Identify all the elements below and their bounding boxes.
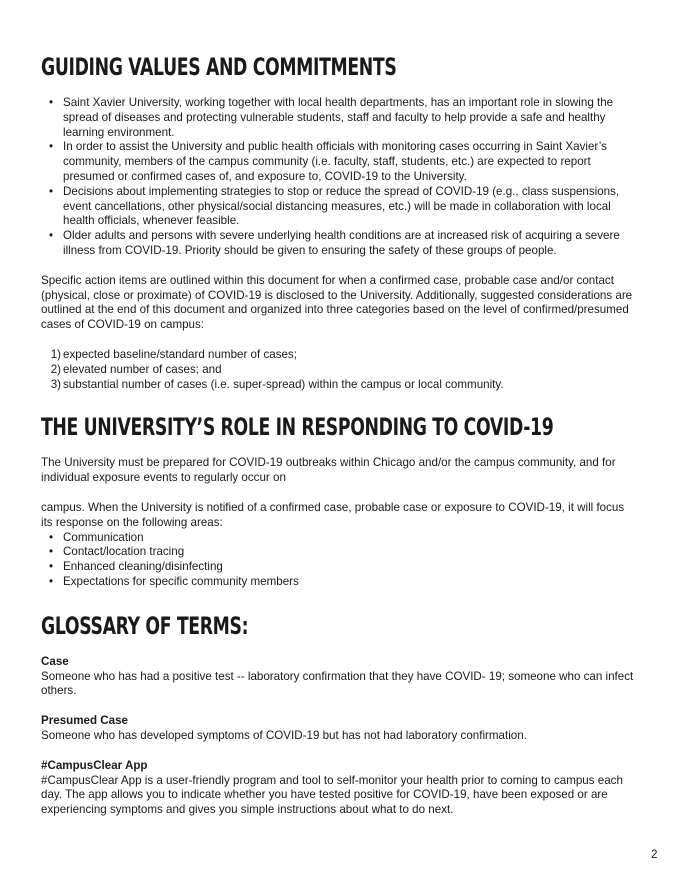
list-item-text: Saint Xavier University, working together with local health departments, has an important role in slowing the spread of diseases and protecting vulnerable students, staff and faculty to help provide a safe and healthy learning environment.	[63, 96, 614, 139]
list-item-text: substantial number of cases (i.e. super-spread) within the campus or local community.	[63, 377, 504, 391]
bullet-icon: •	[49, 560, 54, 574]
bullet-icon: •	[49, 530, 54, 544]
glossary-entry	[41, 714, 637, 744]
bullet-icon: •	[49, 545, 54, 559]
bullet-icon: •	[49, 140, 54, 154]
list-item	[41, 140, 637, 184]
section-title-university-role: THE UNIVERSITY’S ROLE IN RESPONDING TO COVID-19	[41, 413, 554, 442]
glossary-entry	[41, 759, 637, 818]
list-item	[41, 229, 637, 259]
list-item-text: Enhanced cleaning/disinfecting	[63, 560, 223, 574]
page-number: 2	[651, 848, 658, 861]
section-title-guiding-values: GUIDING VALUES AND COMMITMENTS	[41, 53, 397, 81]
bullet-icon: •	[49, 184, 54, 198]
glossary-definition: #CampusClear App is a user-friendly program and tool to self-monitor your health prior to coming to campus each day. The app allows you to indicate whether you have tested positive for COVID-19, have been exposed or are experiencing symptoms and gives you simple instructions about what to do next.	[41, 773, 623, 817]
list-number: 3)	[50, 377, 61, 391]
glossary-term: Case	[41, 654, 69, 668]
list-item	[41, 96, 637, 140]
glossary-definition: Someone who has developed symptoms of COVID-19 but has not had laboratory confirmation.	[41, 728, 527, 742]
glossary-term: Presumed Case	[41, 714, 128, 728]
bullet-icon: •	[49, 574, 54, 588]
list-item-text: Expectations for specific community members	[63, 574, 299, 588]
list-item	[41, 575, 637, 590]
glossary-entry	[41, 655, 637, 699]
bullet-icon: •	[49, 96, 54, 109]
list-item	[41, 363, 637, 378]
list-item-text: elevated number of cases; and	[63, 362, 222, 376]
glossary-definition: Someone who has had a positive test -- laboratory confirmation that they have COVID- 19; someone who can infect others.	[41, 669, 634, 698]
action-items-paragraph: Specific action items are outlined within this document for when a confirmed case, probable case and/or contact (physical, close or proximate) of COVID-19 is disclosed to the University. Additionally, suggested considerations are outlined at the end of this document and organized into three categories based on the level of confirmed/presumed cases of COVID-19 on campus:	[41, 273, 633, 332]
list-item-text: Decisions about implementing strategies to stop or reduce the spread of COVID-19 (e.g., class suspensions, event cancellations, other physical/social distancing measures, etc.) will be made in collaboration with local health officials, whenever feasible.	[63, 184, 620, 228]
list-item	[41, 348, 637, 363]
list-number: 1)	[50, 347, 61, 361]
role-paragraph-2: campus. When the University is notified of a confirmed case, probable case or exposure to COVID-19, it will focus its response on the following areas:	[41, 500, 625, 529]
list-item-text: Contact/location tracing	[63, 545, 185, 559]
glossary-term: #CampusClear App	[41, 758, 148, 772]
section-title-glossary: GLOSSARY OF TERMS:	[41, 611, 249, 640]
response-areas-list	[41, 531, 637, 590]
list-item-text: expected baseline/standard number of cases;	[63, 347, 297, 361]
list-item	[41, 531, 637, 546]
list-number: 2)	[50, 362, 61, 376]
page-content	[41, 52, 637, 818]
values-list	[41, 96, 637, 259]
bullet-icon: •	[49, 229, 54, 243]
case-levels-list	[41, 348, 637, 392]
list-item-text: Communication	[63, 530, 144, 544]
list-item-text: In order to assist the University and public health officials with monitoring cases occurring in Saint Xavier’s community, members of the campus community (i.e. faculty, staff, students, etc.) are expected to report presumed or confirmed cases of, and exposure to, COVID-19 to the University.	[63, 140, 607, 183]
list-item-text: Older adults and persons with severe underlying health conditions are at increased risk of acquiring a severe illness from COVID-19. Priority should be given to ensuring the safety of these groups of people.	[63, 229, 620, 257]
list-item	[41, 378, 637, 393]
list-item	[41, 560, 637, 575]
list-item	[41, 185, 637, 229]
role-paragraph-1: The University must be prepared for COVID-19 outbreaks within Chicago and/or the campus community, and for individual exposure events to regularly occur on	[41, 456, 616, 485]
list-item	[41, 545, 637, 560]
